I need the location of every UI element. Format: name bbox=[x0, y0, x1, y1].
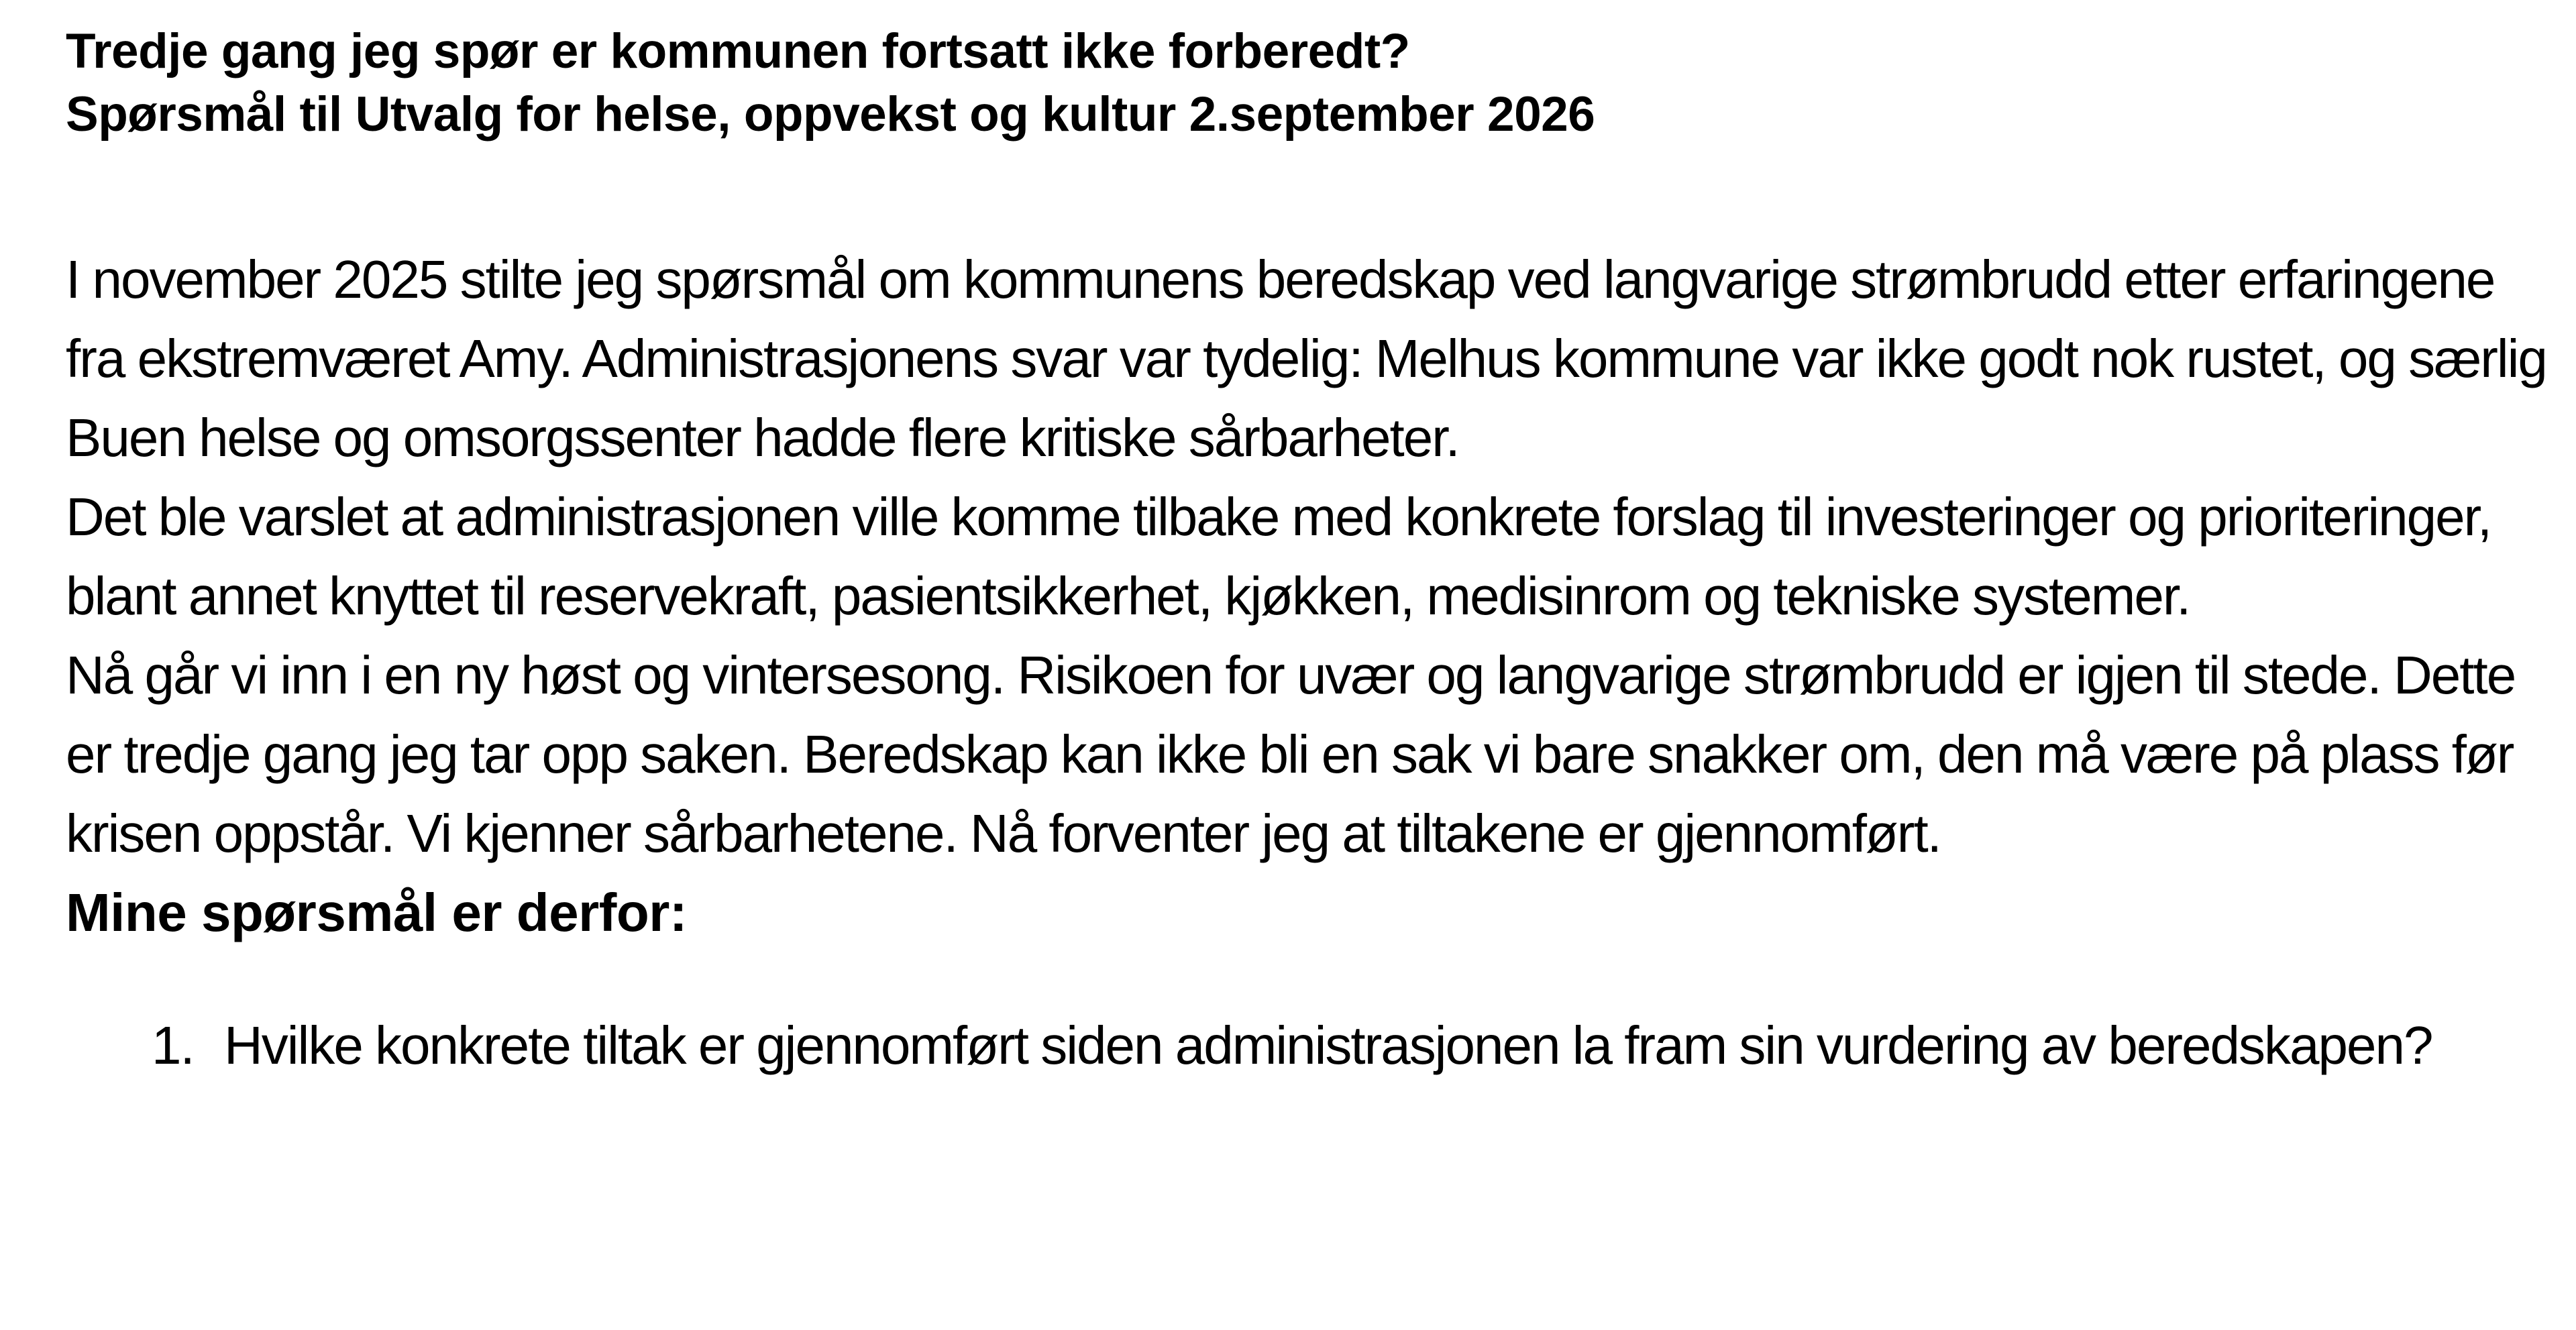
body-paragraph-3: Nå går vi inn i en ny høst og vintersesong. Risikoen for uvær og langvarige strømbrudd er igjen til stede. Dette er tredje gang jeg tar opp saken. Beredskap kan ikke bli en sak vi bare snakker om, den må være på plass før krisen oppstår. Vi kjenner sårbarhetene. Nå forventer jeg at tiltakene er gjennomført. bbox=[66, 645, 2516, 863]
body-paragraph-2: Det ble varslet at administrasjonen ville komme tilbake med konkrete forslag til investeringer og prioriteringer, blant annet knyttet til reservekraft, pasientsikkerhet, kjøkken, medisinrom og tekniske systemer. bbox=[66, 487, 2491, 626]
list-item-text: Hvilke konkrete tiltak er gjennomført siden administrasjonen la fram sin vurdering av beredskapen? bbox=[224, 1015, 2432, 1075]
questions-heading: Mine spørsmål er derfor: bbox=[66, 883, 688, 942]
title-spacer bbox=[66, 146, 2548, 240]
questions-list bbox=[66, 1006, 2548, 1085]
body-paragraph-1: I november 2025 stilte jeg spørsmål om kommunens beredskap ved langvarige strømbrudd etter erfaringene fra ekstremværet Amy. Administrasjonens svar var tydelig: Melhus kommune var ikke godt nok rustet, og særlig Buen helse og omsorgssenter hadde flere kritiske sårbarheter. bbox=[66, 250, 2546, 467]
document-subtitle: Spørsmål til Utvalg for helse, oppvekst og kultur 2.september 2026 bbox=[66, 87, 1595, 142]
questions-spacer bbox=[66, 952, 2548, 1006]
list-item-number: 1. bbox=[152, 1015, 194, 1075]
document-page bbox=[66, 20, 2548, 1085]
list-item bbox=[66, 1006, 2438, 1085]
document-title: Tredje gang jeg spør er kommunen fortsatt ikke forberedt? bbox=[66, 24, 1410, 78]
